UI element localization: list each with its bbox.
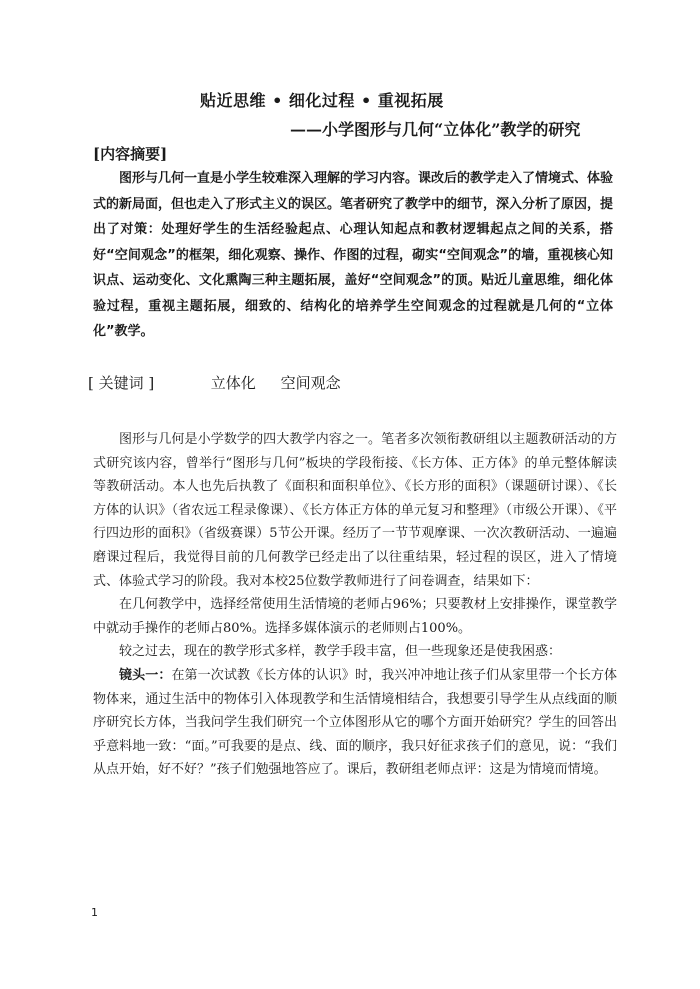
- body-text: [93, 428, 617, 782]
- keywords-line: [88, 372, 361, 393]
- body-paragraph: 图形与几何是小学数学的四大教学内容之一。笔者多次领衔教研组以主题教研活动的方式研究该内容，曾举行“图形与几何”板块的学段衔接、《长方体、正方体》的单元整体解读等教研活动。本人也先后执教了《面积和面积单位》、《长方形的面积》（课题研讨课）、《长方体的认识》（省农远工程录像课）、《长方体正方体的单元复习和整理》（市级公开课）、《平行四边形的面积》（省级赛课）5节公开课。经历了一节节观摩课、一次次教研活动、一遍遍磨课过程后，我觉得目前的几何教学已经走出了以往重结果，轻过程的误区，进入了情境式、体验式学习的阶段。我对本校25位数学教师进行了问卷调查，结果如下：: [93, 432, 617, 589]
- keyword-item: 立体化: [210, 374, 256, 392]
- body-paragraph: 较之过去，现在的教学形式多样，教学手段丰富，但一些现象还是使我困惑：: [119, 644, 562, 660]
- page-subtitle: ——小学图形与几何“立体化”教学的研究: [290, 120, 581, 139]
- page-number: 1: [91, 906, 98, 919]
- page-title: 贴近思维 • 细化过程 • 重视拓展: [200, 91, 444, 110]
- keyword-item: 空间观念: [280, 374, 341, 392]
- keywords-label: [ 关键词 ]: [88, 374, 155, 392]
- abstract-label: [内容摘要]: [93, 145, 168, 163]
- body-paragraph: 在几何教学中，选择经常使用生活情境的老师占96%；只要教材上安排操作，课堂教学中就动手操作的老师占80%。选择多媒体演示的老师则占100%。: [93, 597, 617, 636]
- scene-paragraph: [93, 664, 617, 782]
- abstract-text: 图形与几何一直是小学生较难深入理解的学习内容。课改后的教学走入了情境式、体验式的新局面，但也走入了形式主义的误区。笔者研究了教学中的细节，深入分析了原因，提出了对策：处理好学生的生活经验起点、心理认知起点和教材逻辑起点之间的关系，搭好“空间观念”的框架，细化观察、操作、作图的过程，砌实“空间观念”的墙，重视核心知识点、运动变化、文化熏陶三种主题拓展，盖好“空间观念”的顶。贴近儿童思维，细化体验过程，重视主题拓展，细致的、结构化的培养学生空间观念的过程就是几何的“立体化”教学。: [93, 171, 614, 339]
- scene-label: 镜头一：: [119, 667, 172, 683]
- scene-text: 在第一次试教《长方体的认识》时，我兴冲冲地让孩子们从家里带一个长方体物体来，通过生活中的物体引入体现教学和生活情境相结合，我想要引导学生从点线面的顺序研究长方体，当我问学生我们研究一个立体图形从它的哪个方面开始研究？学生的回答出乎意料地一致：“面。”可我要的是点、线、面的顺序，我只好征求孩子们的意见，说：“我们从点开始，好不好？”孩子们勉强地答应了。课后，教研组老师点评：这是为情境而情境。: [93, 667, 617, 778]
